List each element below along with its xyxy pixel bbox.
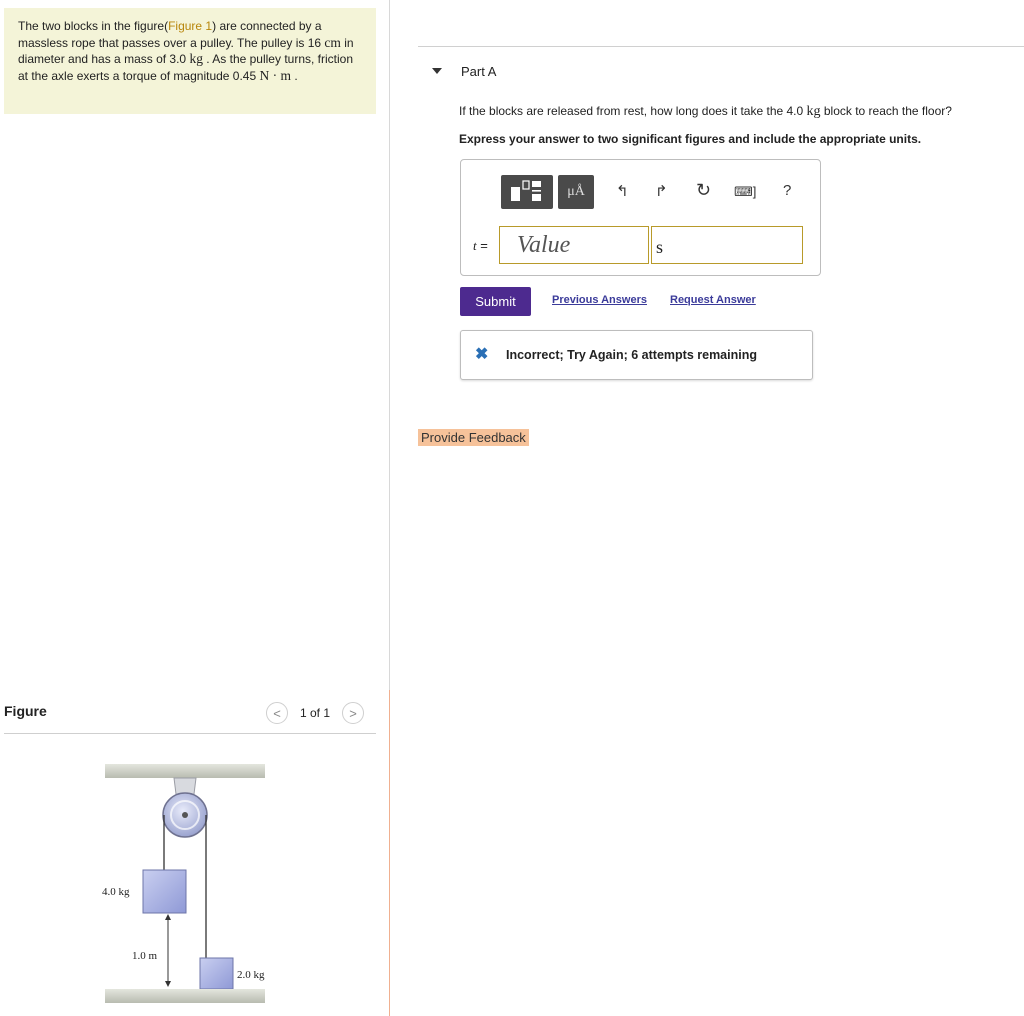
pulley-figure [90, 740, 290, 1010]
value-input[interactable]: Value [499, 226, 649, 264]
undo-icon[interactable]: ↰ [616, 183, 629, 200]
units-icon: μÅ [567, 184, 585, 199]
block-left-label: 4.0 kg [102, 886, 130, 898]
figure-divider [4, 733, 376, 734]
redo-icon[interactable]: ↱ [655, 183, 668, 200]
unit-nm: N · m [259, 67, 291, 83]
unit-cm: cm [324, 34, 341, 50]
previous-answers-link[interactable]: Previous Answers [552, 294, 647, 306]
problem-text: The two blocks in the figure( [18, 19, 169, 33]
unit-input[interactable]: s [651, 226, 803, 264]
part-divider [418, 46, 1024, 47]
column-divider [389, 0, 390, 1016]
answer-variable-label [473, 238, 488, 254]
prev-figure-button[interactable] [266, 702, 288, 724]
arrow-head-down [165, 981, 171, 987]
answer-instructions: Express your answer to two significant figures and include the appropriate units. [459, 132, 922, 146]
unit-kg: kg [189, 51, 203, 66]
templates-button[interactable] [501, 175, 553, 209]
keyboard-icon[interactable]: ⌨] [734, 184, 757, 199]
chevron-right-icon: > [349, 705, 357, 721]
chevron-left-icon: < [273, 705, 281, 721]
arrow-head-up [165, 914, 171, 920]
problem-statement [4, 8, 376, 114]
pager-count: 1 of 1 [300, 706, 331, 720]
help-icon[interactable]: ? [783, 182, 792, 199]
divider-accent [389, 690, 390, 1016]
next-figure-button[interactable] [342, 702, 364, 724]
answer-panel [460, 159, 821, 276]
block-2kg [200, 958, 233, 989]
figure-heading: Figure [4, 703, 47, 719]
height-label: 1.0 m [132, 950, 158, 962]
figure-pager [266, 702, 364, 724]
floor [105, 989, 265, 1003]
problem-text: . As the pulley turns, friction at the axle exerts a torque of magnitude 0.45 [18, 52, 354, 83]
templates-icon [501, 175, 553, 209]
units-button[interactable] [558, 175, 594, 209]
part-title[interactable]: Part A [461, 64, 497, 79]
figure-link[interactable]: Figure 1 [168, 19, 213, 33]
feedback-message: Incorrect; Try Again; 6 attempts remaining [506, 348, 757, 362]
block-4kg [143, 870, 186, 913]
variable-symbol: t [473, 238, 477, 253]
block-right-label: 2.0 kg [237, 969, 265, 981]
problem-text: in diameter and has a mass of 3.0 [18, 35, 354, 66]
question-pre: If the blocks are released from rest, how long does it take the 4.0 [459, 104, 807, 118]
submit-button[interactable]: Submit [460, 287, 531, 316]
equals-sign: = [476, 238, 488, 253]
question-unit: kg [806, 104, 821, 119]
ceiling [105, 764, 265, 778]
collapse-triangle-icon[interactable] [432, 68, 442, 74]
problem-text: . [291, 68, 298, 83]
feedback-message-box [460, 330, 813, 380]
provide-feedback-link[interactable]: Provide Feedback [418, 429, 529, 446]
reset-icon[interactable]: ↻ [696, 180, 712, 200]
question-text [459, 104, 952, 120]
incorrect-x-icon: ✖ [475, 346, 489, 363]
request-answer-link[interactable]: Request Answer [670, 294, 756, 306]
problem-text: ) are connected by a massless rope that passes over a pulley. The pulley is 16 [18, 19, 325, 50]
pulley-axle [182, 812, 188, 818]
question-post: block to reach the floor? [820, 104, 952, 118]
